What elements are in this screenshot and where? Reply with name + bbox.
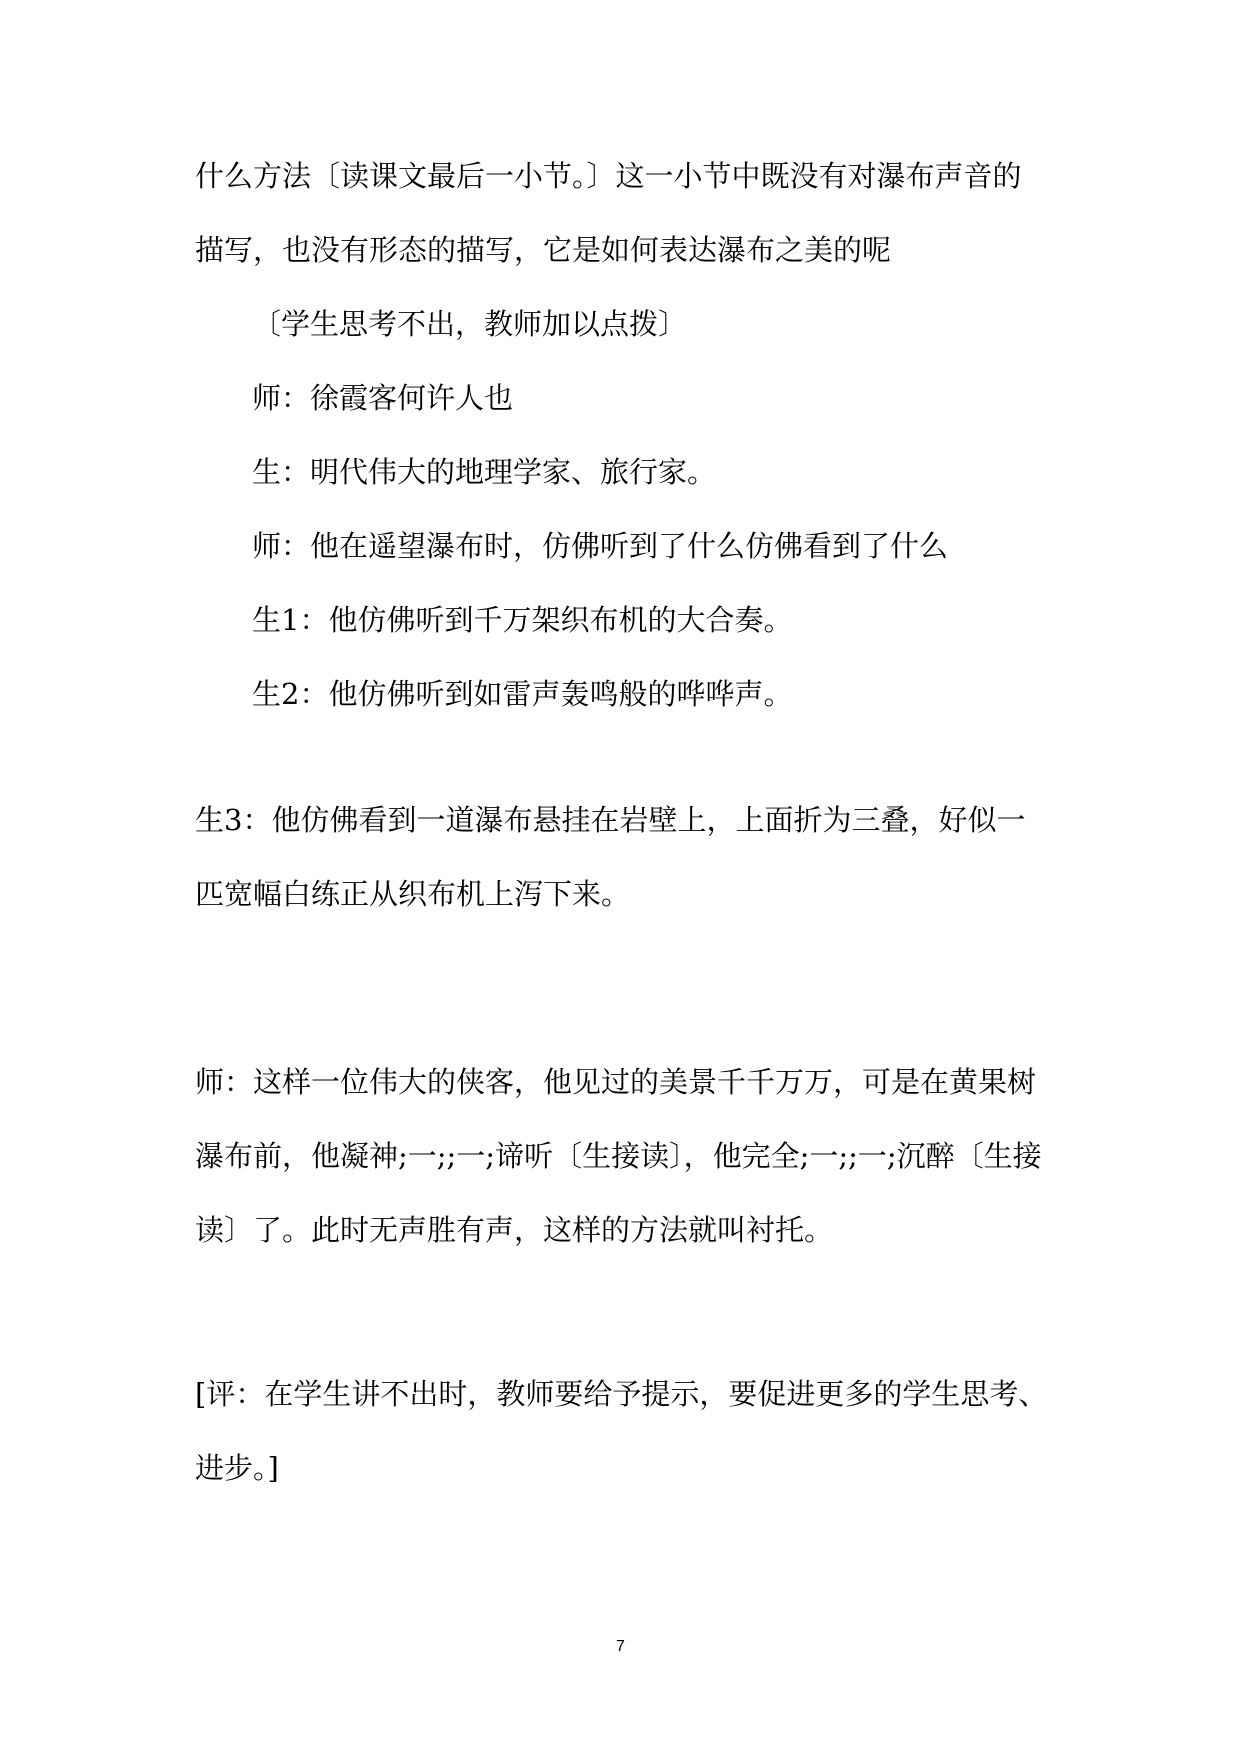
text-line-15: 进步。] — [195, 1451, 279, 1485]
text-line-8: 生2：他仿佛听到如雷声轰鸣般的哗哗声。 — [252, 677, 793, 711]
text-line-4: 师：徐霞客何许人也 — [252, 381, 514, 415]
text-line-2: 描写，也没有形态的描写，它是如何表达瀑布之美的呢 — [195, 233, 892, 267]
text-line-7: 生1：他仿佛听到千万架织布机的大合奏。 — [252, 603, 793, 637]
text-line-3: 〔学生思考不出，教师加以点拨〕 — [252, 307, 688, 341]
text-line-6: 师：他在遥望瀑布时，仿佛听到了什么仿佛看到了什么 — [252, 529, 949, 563]
text-line-13: 读〕了。此时无声胜有声，这样的方法就叫衬托。 — [195, 1213, 834, 1247]
text-line-11: 师：这样一位伟大的侠客，他见过的美景千千万万，可是在黄果树 — [195, 1065, 1037, 1099]
page-number: 7 — [616, 1638, 625, 1655]
text-line-14: [评：在学生讲不出时，教师要给予提示，要促进更多的学生思考、 — [195, 1377, 1048, 1411]
text-line-12: 瀑布前，他凝神;一;;一;谛听〔生接读〕，他完全;一;;一;沉醉〔生接 — [195, 1139, 1042, 1173]
text-line-10: 匹宽幅白练正从织布机上泻下来。 — [195, 877, 631, 911]
text-line-5: 生：明代伟大的地理学家、旅行家。 — [252, 455, 717, 489]
text-line-9: 生3：他仿佛看到一道瀑布悬挂在岩壁上，上面折为三叠，好似一 — [195, 803, 1026, 837]
text-line-1: 什么方法〔读课文最后一小节。〕这一小节中既没有对瀑布声音的 — [195, 159, 1022, 193]
